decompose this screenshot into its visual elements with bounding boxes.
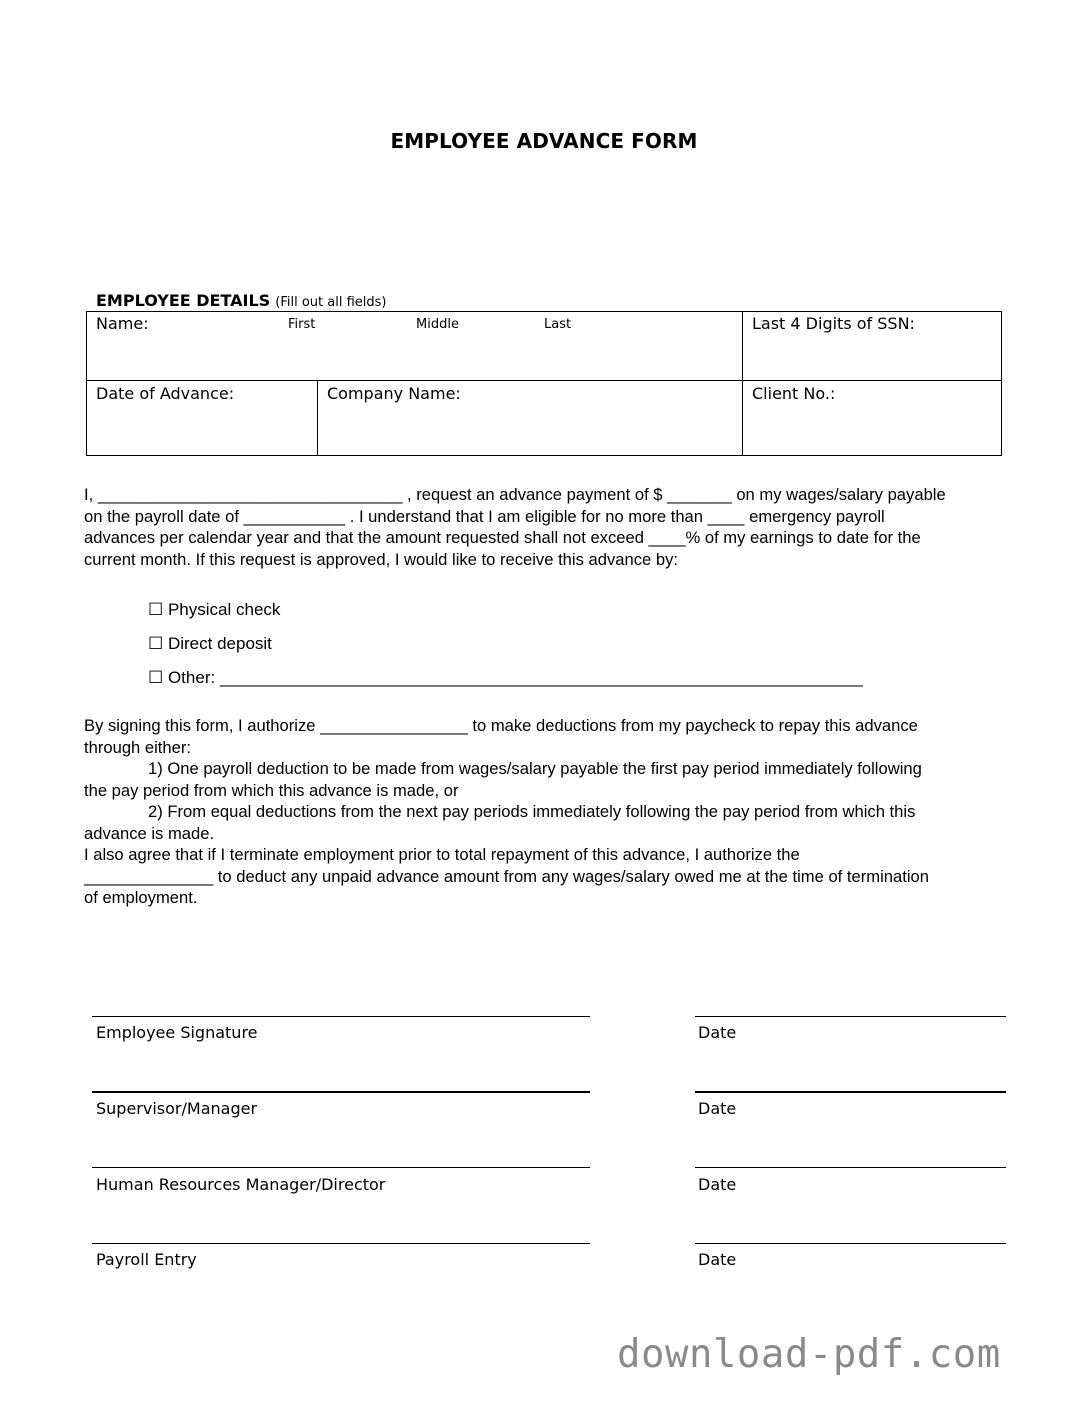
paragraph-line: I, _________________________________ , request an advance payment of $ _______ on my wages/salary payable	[84, 485, 946, 504]
payroll-signature-line[interactable]	[92, 1243, 590, 1244]
paragraph-line: advance is made.	[84, 823, 215, 843]
hr-date-label: Date	[698, 1175, 737, 1194]
employee-date-line[interactable]	[695, 1016, 1006, 1017]
form-title: EMPLOYEE ADVANCE FORM	[390, 129, 698, 153]
date-of-advance-field[interactable]: Date of Advance:	[96, 384, 235, 403]
paragraph-line: the pay period from which this advance is made, or	[84, 780, 459, 800]
employee-date-label: Date	[698, 1023, 737, 1042]
watermark: download-pdf.com	[617, 1332, 1001, 1377]
supervisor-date-label: Date	[698, 1099, 737, 1118]
first-name-sublabel: First	[288, 317, 316, 332]
hr-signature-label: Human Resources Manager/Director	[96, 1175, 386, 1194]
supervisor-signature-line[interactable]	[92, 1091, 590, 1093]
company-name-field[interactable]: Company Name:	[327, 384, 461, 403]
paragraph-line: 2) From equal deductions from the next pay periods immediately following the pay period from which this	[148, 802, 916, 821]
employee-signature-line[interactable]	[92, 1016, 590, 1017]
middle-name-sublabel: Middle	[416, 317, 459, 332]
option-other[interactable]: ☐ Other: ____________________________________________________________________	[148, 668, 863, 687]
paragraph-line: current month. If this request is approved, I would like to receive this advance by:	[84, 549, 678, 569]
client-number-field[interactable]: Client No.:	[752, 384, 836, 403]
col-divider-company	[317, 380, 318, 456]
paragraph-line: ______________ to deduct any unpaid advance amount from any wages/salary owed me at the time of termination	[84, 866, 929, 886]
payroll-entry-label: Payroll Entry	[96, 1250, 197, 1269]
paragraph-line: through either:	[84, 737, 192, 757]
col-divider-ssn	[742, 311, 743, 456]
option-direct-deposit[interactable]: ☐ Direct deposit	[148, 634, 272, 653]
authorization-paragraph	[84, 715, 1044, 909]
section-title: EMPLOYEE DETAILS	[96, 291, 271, 310]
payroll-date-label: Date	[698, 1250, 737, 1269]
paragraph-line: advances per calendar year and that the amount requested shall not exceed ____% of my earnings to date for the	[84, 528, 921, 547]
name-field[interactable]: Name:	[96, 314, 149, 333]
paragraph-line: By signing this form, I authorize ________________ to make deductions from my paycheck to repay this advance	[84, 716, 918, 735]
row-divider	[86, 380, 1002, 381]
option-physical-check[interactable]: ☐ Physical check	[148, 600, 281, 619]
employee-details-heading	[96, 291, 387, 310]
paragraph-line: I also agree that if I terminate employment prior to total repayment of this advance, I authorize the	[84, 845, 800, 864]
employee-signature-label: Employee Signature	[96, 1023, 258, 1042]
paragraph-line: of employment.	[84, 888, 198, 907]
hr-date-line[interactable]	[695, 1167, 1006, 1168]
request-paragraph	[84, 484, 1044, 570]
hr-signature-line[interactable]	[92, 1167, 590, 1168]
ssn-field[interactable]: Last 4 Digits of SSN:	[752, 314, 915, 333]
paragraph-line: on the payroll date of ___________ . I understand that I am eligible for no more than ____ emergency payroll	[84, 506, 885, 526]
supervisor-date-line[interactable]	[695, 1091, 1006, 1093]
paragraph-line: 1) One payroll deduction to be made from wages/salary payable the first pay period immediately following	[148, 759, 922, 778]
supervisor-signature-label: Supervisor/Manager	[96, 1099, 258, 1118]
payroll-date-line[interactable]	[695, 1243, 1006, 1244]
last-name-sublabel: Last	[544, 317, 572, 332]
section-note: (Fill out all fields)	[275, 295, 387, 310]
